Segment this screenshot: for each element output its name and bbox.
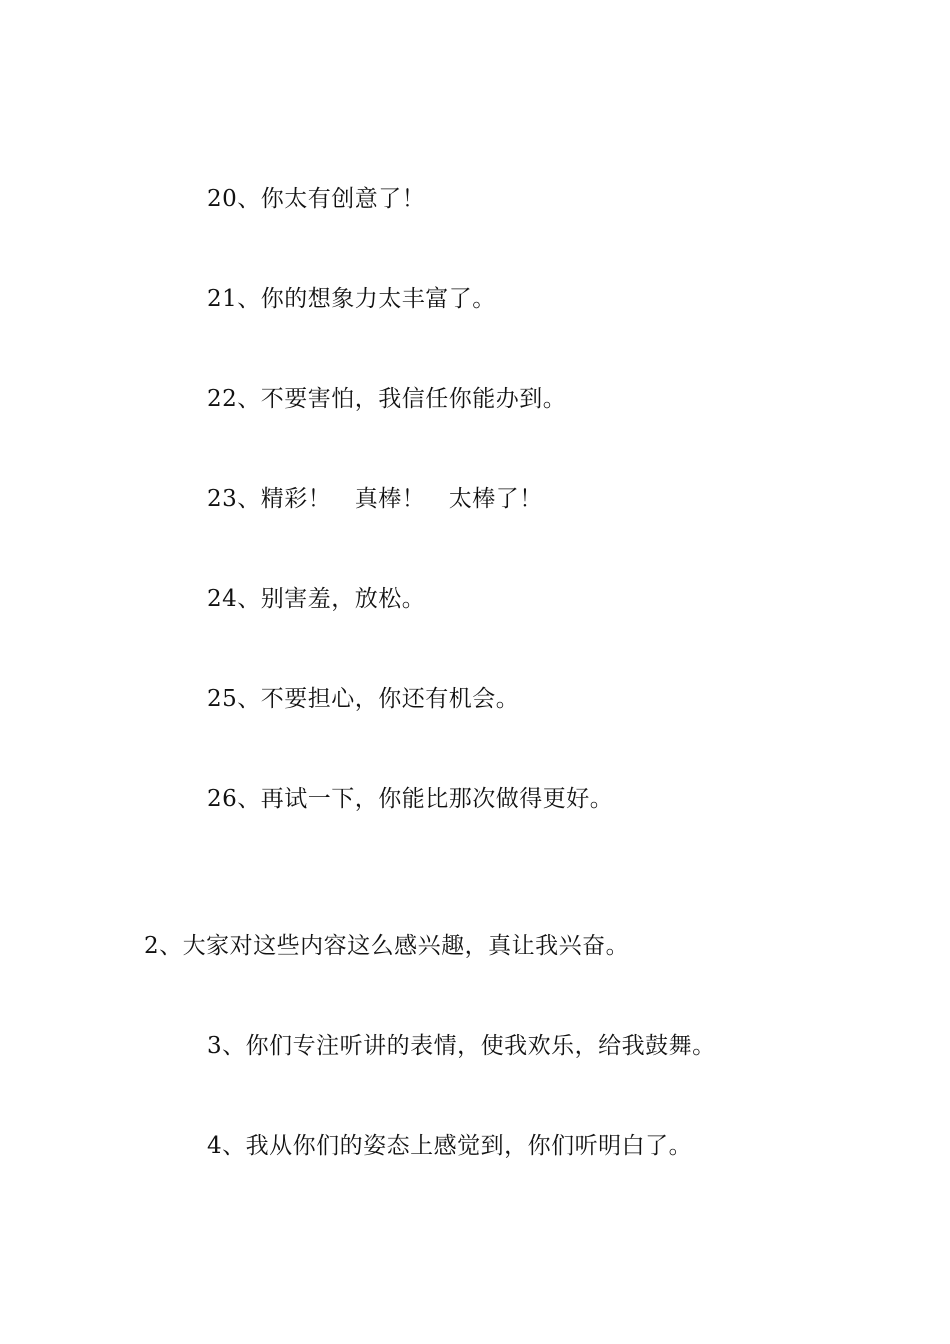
text-line-23: 23、精彩！ 真棒！ 太棒了！: [207, 486, 543, 512]
text-line-3: 3、你们专注听讲的表情，使我欢乐，给我鼓舞。: [207, 1033, 716, 1059]
text-line-21: 21、你的想象力太丰富了。: [207, 286, 496, 312]
text-line-25: 25、不要担心，你还有机会。: [207, 686, 520, 712]
text-line-24: 24、别害羞，放松。: [207, 586, 426, 612]
text-line-20: 20、你太有创意了！: [207, 186, 426, 212]
text-line-4: 4、我从你们的姿态上感觉到，你们听明白了。: [207, 1133, 693, 1159]
text-line-2: 2、大家对这些内容这么感兴趣，真让我兴奋。: [144, 933, 630, 959]
text-line-26: 26、再试一下，你能比那次做得更好。: [207, 786, 614, 812]
text-line-22: 22、不要害怕，我信任你能办到。: [207, 386, 567, 412]
